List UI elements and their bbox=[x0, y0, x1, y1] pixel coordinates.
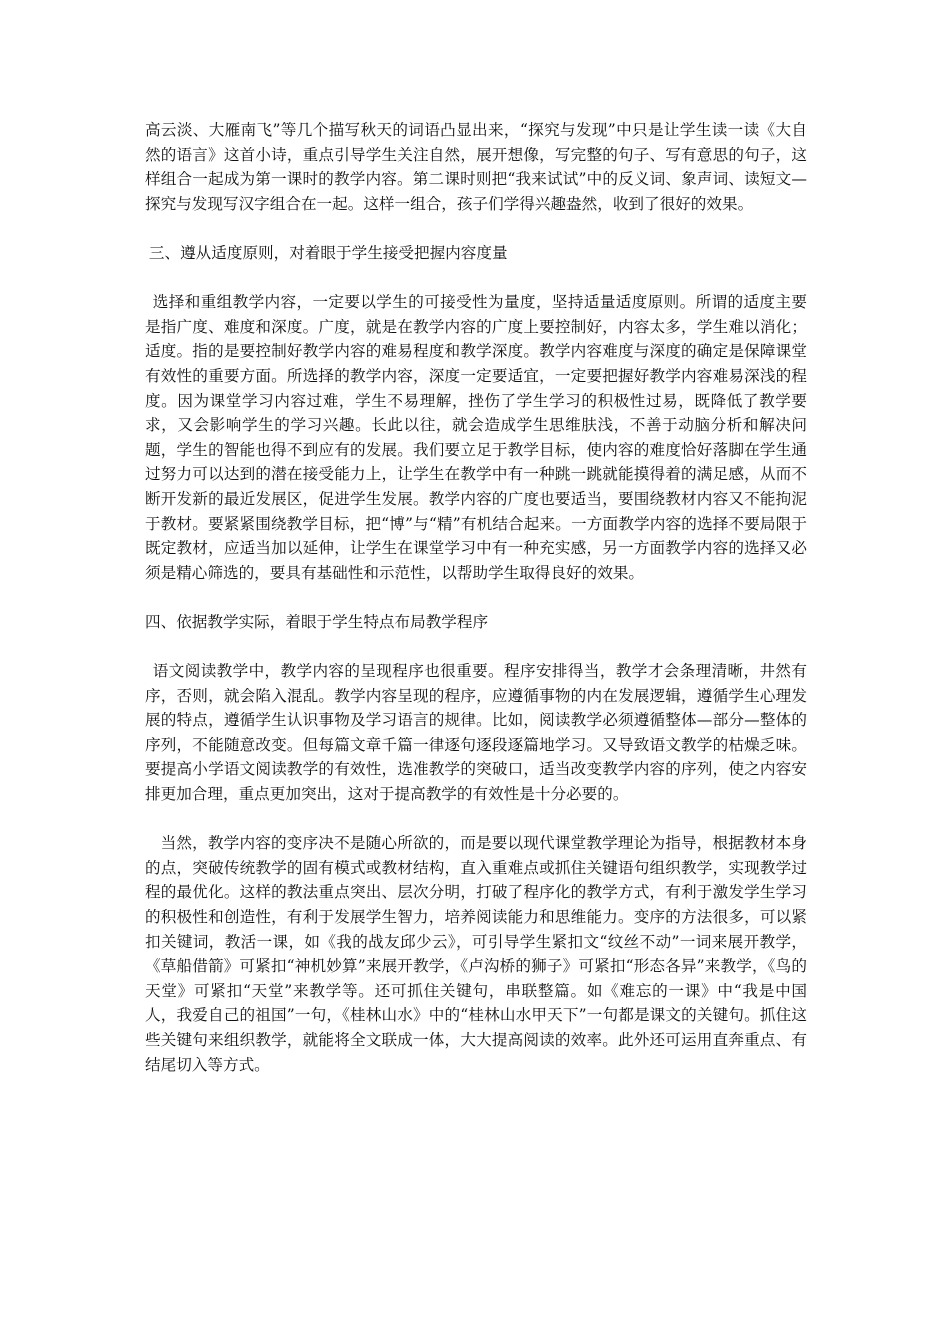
paragraph-continuation: 高云淡、大雁南飞”等几个描写秋天的词语凸显出来，“探究与发现”中只是让学生读一读《大自然的语言》这首小诗，重点引导学生关注自然，展开想像，写完整的句子、写有意思的句子，这样组合一起成为第一课时的教学内容。第二课时则把“我来试试”中的反义词、象声词、读短文—探究与发现写汉字组合在一起。这样一组合，孩子们学得兴趣盎然，收到了很好的效果。 bbox=[145, 121, 807, 213]
document-page bbox=[145, 118, 807, 1102]
section-heading-3: 三、遵从适度原则，对着眼于学生接受把握内容度量 bbox=[148, 243, 508, 262]
section-heading-4: 四、依据教学实际，着眼于学生特点布局教学程序 bbox=[145, 612, 489, 631]
paragraph-section-4-a: 语文阅读教学中，教学内容的呈现程序也很重要。程序安排得当，教学才会条理清晰，井然有序，否则，就会陷入混乱。教学内容呈现的程序，应遵循事物的内在发展逻辑，遵循学生心理发展的特点，遵循学生认识事物及学习语言的规律。比如，阅读教学必须遵循整体—部分—整体的序列，不能随意改变。但每篇文章千篇一律逐句逐段逐篇地学习。又导致语文教学的枯燥乏味。要提高小学语文阅读教学的有效性，选准教学的突破口，适当改变教学内容的序列，使之内容安排更加合理，重点更加突出，这对于提高教学的有效性是十分必要的。 bbox=[145, 662, 807, 804]
paragraph-section-3: 选择和重组教学内容，一定要以学生的可接受性为量度，坚持适量适度原则。所谓的适度主要是指广度、难度和深度。广度，就是在教学内容的广度上要控制好，内容太多，学生难以消化；适度。指的是要控制好教学内容的难易程度和教学深度。教学内容难度与深度的确定是保障课堂有效性的重要方面。所选择的教学内容，深度一定要适宜，一定要把握好教学内容难易深浅的程度。因为课堂学习内容过难，学生不易理解，挫伤了学生学习的积极性过易，既降低了教学要求，又会影响学生的学习兴趣。长此以往，就会造成学生思维肤浅，不善于动脑分析和解决问题，学生的智能也得不到应有的发展。我们要立足于教学目标，使内容的难度恰好落脚在学生通过努力可以达到的潜在接受能力上，让学生在教学中有一种跳一跳就能摸得着的满足感，从而不断开发新的最近发展区，促进学生发展。教学内容的广度也要适当，要围绕教材内容又不能拘泥于教材。要紧紧围绕教学目标，把“博”与“精”有机结合起来。一方面教学内容的选择不要局限于既定教材，应适当加以延伸，让学生在课堂学习中有一种充实感，另一方面教学内容的选择又必须是精心筛选的，要具有基础性和示范性，以帮助学生取得良好的效果。 bbox=[145, 293, 807, 582]
paragraph-section-4-b: 当然，教学内容的变序决不是随心所欲的，而是要以现代课堂教学理论为指导，根据教材本身的点，突破传统教学的固有模式或教材结构，直入重难点或抓住关键语句组织教学，实现教学过程的最优化。这样的教法重点突出、层次分明，打破了程序化的教学方式，有利于激发学生学习的积极性和创造性，有利于发展学生智力，培养阅读能力和思维能力。变序的方法很多，可以紧扣关键词，教活一课，如《我的战友邱少云》，可引导学生紧扣文“纹丝不动”一词来展开教学，《草船借箭》可紧扣“神机妙算”来展开教学，《卢沟桥的狮子》可紧扣“形态各异”来教学，《鸟的天堂》可紧扣“天堂”来教学等。还可抓住关键句，串联整篇。如《难忘的一课》中“我是中国人，我爱自己的祖国”一句，《桂林山水》中的“桂林山水甲天下”一句都是课文的关键句。抓住这些关键句来组织教学，就能将全文联成一体，大大提高阅读的效率。此外还可运用直奔重点、有结尾切入等方式。 bbox=[145, 834, 807, 1074]
